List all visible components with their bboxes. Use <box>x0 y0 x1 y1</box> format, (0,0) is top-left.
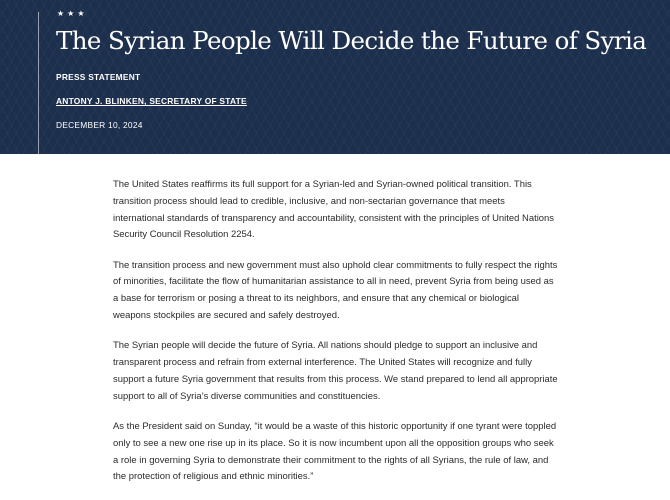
author-link[interactable]: ANTONY J. BLINKEN, SECRETARY OF STATE <box>56 96 247 106</box>
article-body <box>113 177 558 500</box>
three-stars-icon: ★★★ <box>57 9 88 18</box>
paragraph-2: The transition process and new government must also uphold clear commitments to fully respect the rights of minorities, facilitate the flow of humanitarian assistance to all in need, prevent Syria from being used as a base for terrorism or posing a threat to its neighbors, and ensure that any chemical or biological weapons stockpiles are secured and safely destroyed. <box>113 259 558 322</box>
publish-date: DECEMBER 10, 2024 <box>56 120 143 130</box>
paragraph-4: As the President said on Sunday, “it would be a waste of this historic opportunity if one tyrant were toppled only to see a new one rise up in its place. So it is now incumbent upon all the opposition groups who seek a role in governing Syria to demonstrate their commitment to the rights of all Syrians, the rule of law, and the protection of religious and ethnic minorities.” <box>113 421 557 483</box>
article-header <box>0 0 670 154</box>
paragraph-3: The Syrian people will decide the future of Syria. All nations should pledge to support an inclusive and transparent process and refrain from external interference. The United States will recognize and fully support a future Syria government that results from this process. We stand prepared to lend all appropriate support to all of Syria’s diverse communities and constituencies. <box>113 340 558 402</box>
paragraph-1: The United States reaffirms its full support for a Syrian-led and Syrian-owned political transition. This transition process should lead to credible, inclusive, and non-sectarian governance that meets international standards of transparency and accountability, consistent with the principles of United Nations Security Council Resolution 2254. <box>113 179 555 241</box>
header-vertical-rule <box>38 12 39 154</box>
statement-type-label: PRESS STATEMENT <box>56 72 141 82</box>
page-title: The Syrian People Will Decide the Future of Syria <box>56 26 647 55</box>
